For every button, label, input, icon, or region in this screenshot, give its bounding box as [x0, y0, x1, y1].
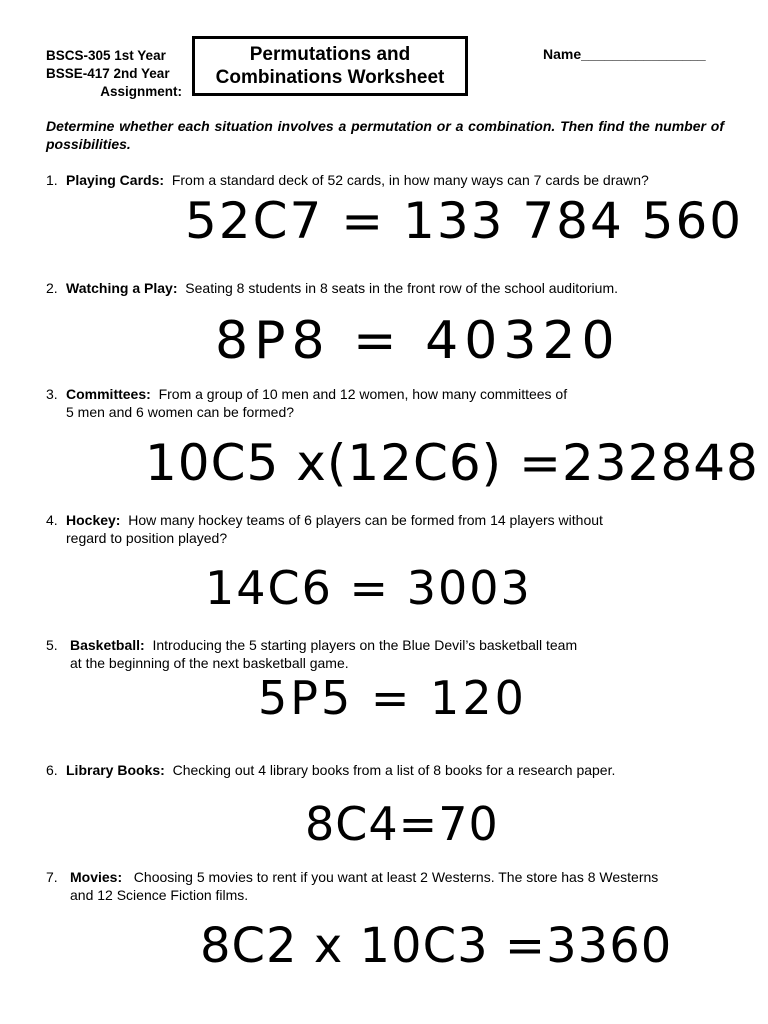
- question-number: 3.: [46, 386, 58, 402]
- answer-2-handwritten: [215, 308, 621, 371]
- question-line-1: Choosing 5 movies to rent if you want at least 2 Westerns. The store has 8 Westerns: [133, 869, 659, 885]
- question-text: [66, 279, 726, 297]
- question-text: [66, 385, 726, 421]
- answer-5: 5P5 = 120: [258, 671, 527, 725]
- answer-3-handwritten: [145, 430, 759, 500]
- answer-2: 8P8 = 40320: [215, 311, 621, 371]
- answer-4-handwritten: [205, 560, 532, 620]
- answer-1: 52C7 = 133 784 560: [185, 192, 744, 250]
- question-line-1: Checking out 4 library books from a list of 8 books for a research paper.: [172, 762, 616, 778]
- instructions: Determine whether each situation involves a permutation or a combination. Then find the number of possibilities.: [46, 118, 724, 152]
- question-number: 6.: [46, 762, 58, 778]
- name-label: Name: [543, 46, 582, 62]
- question-title: Basketball:: [70, 637, 145, 653]
- name-blank[interactable]: ________________: [581, 46, 706, 62]
- assignment-label: Assignment:: [100, 84, 182, 99]
- question-title: Committees:: [66, 386, 151, 402]
- answer-6-handwritten: [305, 796, 525, 856]
- question-line-2: regard to position played?: [66, 530, 228, 546]
- question-number: 7.: [46, 869, 58, 885]
- question-title: Movies:: [70, 869, 123, 885]
- title-line-1: Permutations and: [249, 44, 411, 65]
- answer-7: 8C2 x 10C3 =3360: [200, 918, 673, 974]
- question-number: 1.: [46, 172, 58, 188]
- question-text: [70, 868, 730, 904]
- question-title: Hockey:: [66, 512, 121, 528]
- course-line-2: BSSE-417 2nd Year: [46, 66, 170, 81]
- question-number: 5.: [46, 637, 58, 653]
- course-line-1: BSCS-305 1st Year: [46, 48, 166, 63]
- question-text: [70, 636, 730, 672]
- name-field[interactable]: [543, 46, 706, 62]
- question-text: [66, 171, 726, 189]
- question-number: 2.: [46, 280, 58, 296]
- course-info: [46, 47, 186, 101]
- question-line-1: From a group of 10 men and 12 women, how many committees of: [158, 386, 568, 402]
- answer-4: 14C6 = 3003: [205, 561, 532, 615]
- question-line-1: Seating 8 students in 8 seats in the front row of the school auditorium.: [185, 280, 618, 296]
- answer-5-handwritten: [258, 670, 528, 730]
- question-line-2: and 12 Science Fiction films.: [70, 887, 249, 903]
- question-number: 4.: [46, 512, 58, 528]
- answer-7-handwritten: [200, 910, 673, 980]
- answer-3: 10C5 x(12C6) =232848: [145, 434, 759, 492]
- question-text: [66, 761, 726, 779]
- question-line-2: at the beginning of the next basketball game.: [70, 655, 349, 671]
- question-text: [66, 511, 726, 547]
- question-line-1: Introducing the 5 starting players on the Blue Devil’s basketball team: [152, 637, 578, 653]
- question-line-1: How many hockey teams of 6 players can be formed from 14 players without: [128, 512, 603, 528]
- worksheet-title: [192, 36, 468, 96]
- question-line-1: From a standard deck of 52 cards, in how many ways can 7 cards be drawn?: [171, 172, 649, 188]
- question-title: Watching a Play:: [66, 280, 178, 296]
- answer-6: 8C4=70: [305, 797, 499, 851]
- answer-1-handwritten: [185, 192, 744, 252]
- question-line-2: 5 men and 6 women can be formed?: [66, 404, 295, 420]
- question-title: Library Books:: [66, 762, 165, 778]
- title-line-2: Combinations Worksheet: [215, 67, 445, 88]
- question-title: Playing Cards:: [66, 172, 165, 188]
